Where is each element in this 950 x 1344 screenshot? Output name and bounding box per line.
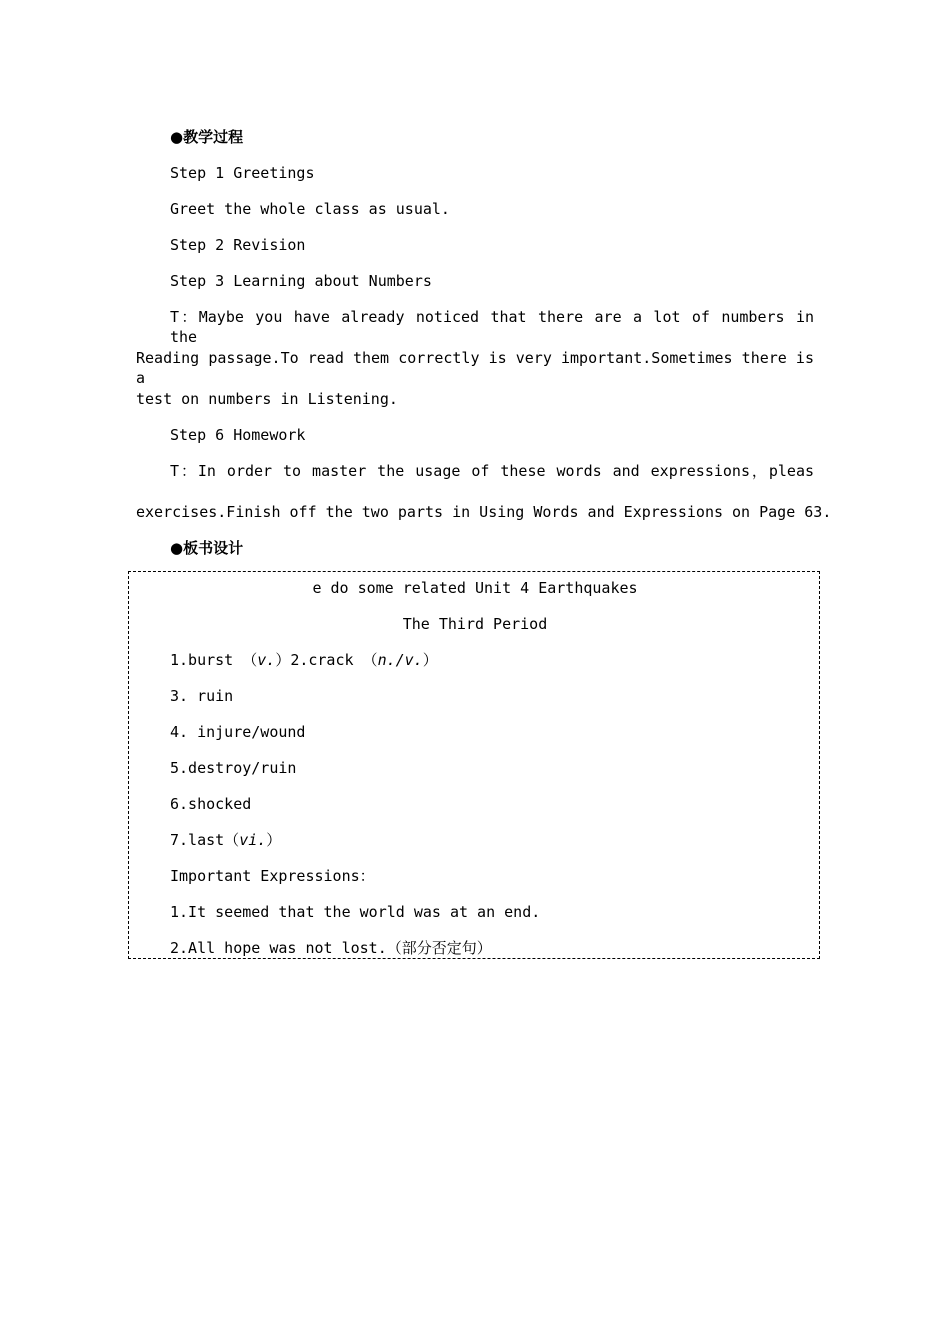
vocab-crack: ）2.crack （ [275,651,378,669]
vocab-item-3: 3. ruin [170,687,234,705]
step-3-numbers: Step 3 Learning about Numbers [170,272,432,290]
section-heading-board-design: ●板书设计 [170,539,244,557]
paragraph-homework-line-2: exercises.Finish off the two parts in Using Words and Expressions on Page 63. [136,503,832,521]
close-paren: ） [422,651,438,669]
pos-n-v: n./v. [377,651,423,669]
paragraph-numbers-line-2: Reading passage.To read them correctly is very important.Sometimes there is a [136,349,814,387]
pos-v: v. [257,651,276,669]
pos-vi: vi. [239,831,267,849]
vocab-item-6: 6.shocked [170,795,252,813]
paragraph-numbers-line-1: T：Maybe you have already noticed that there are a lot of numbers in the [170,308,814,346]
vocab-last: 7.last（ [170,831,240,849]
greet-text: Greet the whole class as usual. [170,200,450,218]
board-title: e do some related Unit 4 Earthquakes [312,579,638,597]
expression-2: 2.All hope was not lost.（部分否定句） [170,939,492,957]
board-design-box [128,571,820,959]
vocab-item-7 [170,830,281,850]
vocab-item-4: 4. injure/wound [170,723,306,741]
expressions-label: Important Expressions： [170,867,375,885]
paragraph-homework-line-1: T：In order to master the usage of these words and expressions，pleas [170,462,814,480]
vocab-burst: 1.burst （ [170,651,258,669]
step-2-revision: Step 2 Revision [170,236,306,254]
close-paren-7: ） [266,831,282,849]
paragraph-numbers-line-3: test on numbers in Listening. [136,390,398,408]
expression-1: 1.It seemed that the world was at an end. [170,903,541,921]
step-1-greetings: Step 1 Greetings [170,164,315,182]
vocab-item-1-2 [170,650,438,670]
board-subtitle: The Third Period [402,615,548,633]
vocab-item-5: 5.destroy/ruin [170,759,297,777]
section-heading-teaching-process: ●教学过程 [170,128,244,146]
step-6-homework: Step 6 Homework [170,426,306,444]
